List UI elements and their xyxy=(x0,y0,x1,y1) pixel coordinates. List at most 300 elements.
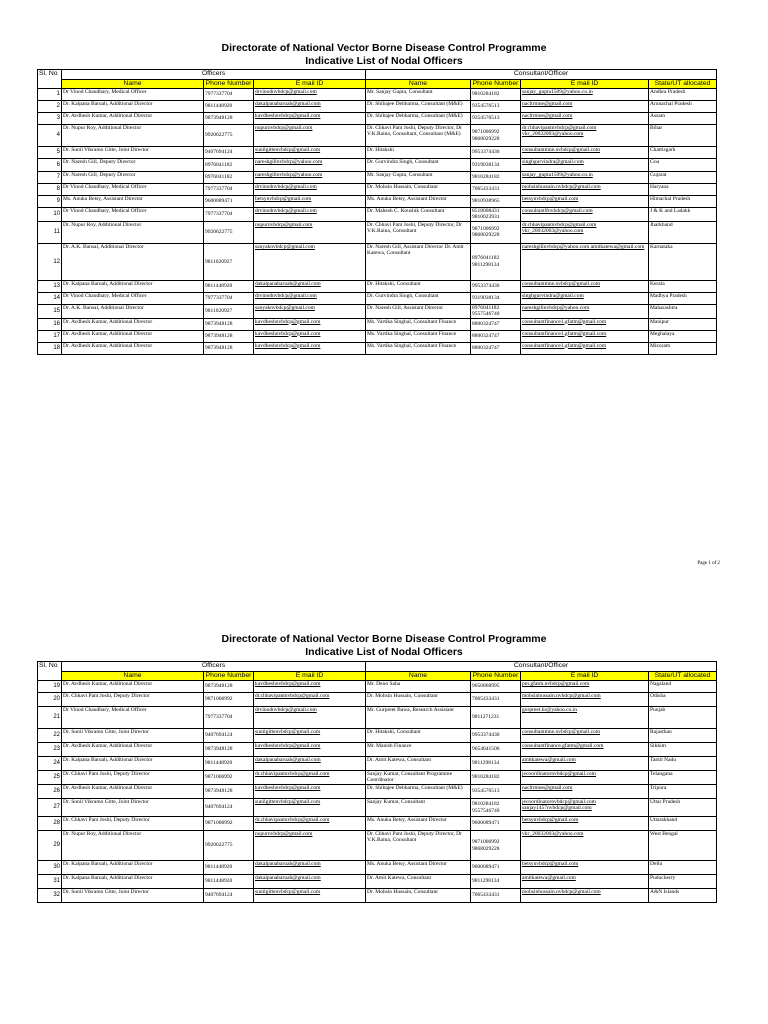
officer-name: Dr. Kalpana Baruah, Additional Director xyxy=(62,280,204,292)
sl-number: 24 xyxy=(38,757,62,771)
consultant-phone: 9600089471 xyxy=(471,861,521,875)
consultant-phone: 9953374436 xyxy=(471,729,521,743)
officer-email[interactable]: nareshgillnvbdcp@yahoo.com xyxy=(254,172,366,184)
consultant-email[interactable]: singhgurvindra@gmail.com xyxy=(521,292,649,304)
officer-phone: 9873948128 xyxy=(204,681,254,693)
table-row xyxy=(38,743,717,757)
state-allocated: Punjab xyxy=(649,707,717,729)
officer-email[interactable]: dakalpanabaruah@gmail.com xyxy=(254,280,366,292)
sl-number: 21 xyxy=(38,707,62,729)
consultant-email[interactable]: nacltrmne@gmail.com xyxy=(521,101,649,113)
sl-number: 30 xyxy=(38,861,62,875)
consultant-email[interactable]: consultantfinance1.gfatm@gmail.com xyxy=(521,342,649,354)
consultant-group-header: Consultant/Officer xyxy=(366,662,717,672)
sl-number: 23 xyxy=(38,743,62,757)
consultant-name: Dr. Mohsin Hussain, Consultant xyxy=(366,693,471,707)
officer-email[interactable]: kavdheshnvbdcp@gmail.com xyxy=(254,330,366,342)
state-allocated: Nagaland xyxy=(649,681,717,693)
officer-phone: 9873948128 xyxy=(204,342,254,354)
consultant-email[interactable]: mohsinhussain.nvbdcp@gmail.com xyxy=(521,693,649,707)
state-allocated: Maharashtra xyxy=(649,304,717,318)
consultant-phone: 7065433431 xyxy=(471,184,521,196)
state-allocated: Delhi xyxy=(649,861,717,875)
state-allocated: Jharkhand xyxy=(649,221,717,243)
officer-email[interactable]: dr.chhavipantnvbdcp@gmail.com xyxy=(254,817,366,831)
consultant-name: Dr. Amit Katewa, Consultant xyxy=(366,875,471,889)
sl-number: 5 xyxy=(38,147,62,159)
table-row xyxy=(38,799,717,817)
consultant-name: Mr. Sanjay Gupta, Consultant xyxy=(366,172,471,184)
officer-email[interactable]: kavdheshnvbdcp@gmail.com xyxy=(254,113,366,125)
title-line-2: Indicative List of Nodal Officers xyxy=(305,646,463,658)
consultant-name: Dr. Chhavi Pant Joshi, Deputy Director, Dr V.K.Raina, Consultant, Consultant (M&E) xyxy=(366,125,471,147)
consultant-group-header: Consultant/Officer xyxy=(366,70,717,80)
consultant-phone: 9811298134 xyxy=(471,875,521,889)
name-header: Name xyxy=(62,671,204,681)
officer-name: Dr. Avdhesh Kumar, Additional Director xyxy=(62,743,204,757)
table-row xyxy=(38,757,717,771)
state-allocated: Goa xyxy=(649,159,717,172)
officer-name: Dr. Chhavi Pant Joshi, Deputy Director xyxy=(62,693,204,707)
consultant-email[interactable]: jecoordinatornvbdcp@gmail.com sanjay1457nvbdcp@gmail.com xyxy=(521,799,649,817)
consultant-email[interactable]: consultantmne.nvbdcp@gmail.com xyxy=(521,147,649,159)
table-row xyxy=(38,208,717,222)
sl-number: 26 xyxy=(38,785,62,799)
table-row xyxy=(38,221,717,243)
consultant-name: Dr. Chhavi Pant Joshi, Deputy Director, Dr V.K.Raina, Consultant xyxy=(366,831,471,861)
sl-number: 9 xyxy=(38,196,62,208)
officer-phone: 9871006992 xyxy=(204,817,254,831)
sl-number: 22 xyxy=(38,729,62,743)
officer-name: Dr. Nupur Roy, Additional Director xyxy=(62,221,204,243)
consultant-email[interactable]: consultantfinance1.gfatm@gmail.com xyxy=(521,330,649,342)
page-number: Page 1 of 2 xyxy=(697,561,720,566)
officer-phone: 9407694124 xyxy=(204,729,254,743)
officer-name: Dr. Avdhesh Kumar, Additional Director xyxy=(62,318,204,330)
consultant-name: Mr. Sanjay Gupta, Consultant xyxy=(366,89,471,101)
officer-email[interactable]: dakalpanabaruah@gmail.com xyxy=(254,861,366,875)
consultant-name: Dr. Mahesh C. Koushik Consultant xyxy=(366,208,471,222)
officers-group-header: Officers xyxy=(62,662,366,672)
officer-email[interactable]: sunilgittenvbdcp@gmail.com xyxy=(254,889,366,903)
officer-name: Dr. A.K. Bansal, Additional Director xyxy=(62,243,204,280)
state-header: State/UT allocated xyxy=(649,671,717,681)
state-allocated: Mizoram xyxy=(649,342,717,354)
officer-email[interactable]: kavdheshnvbdcp@gmail.com xyxy=(254,681,366,693)
officer-name: Dr. Kalpana Baruah, Additional Director xyxy=(62,101,204,113)
table-row xyxy=(38,875,717,889)
consultant-email[interactable]: consultantfinance.gfatm@gmail.com xyxy=(521,743,649,757)
state-allocated: Sikkim xyxy=(649,743,717,757)
sl-number: 12 xyxy=(38,243,62,280)
officer-email[interactable]: sunilgittenvbdcp@gmail.com xyxy=(254,147,366,159)
phone-header: Phone Number xyxy=(204,79,254,89)
officer-name: Dr. Sunil Vikramo Gitte, Joint Director xyxy=(62,147,204,159)
sl-no-header: Sl. No xyxy=(38,662,62,681)
consultant-phone-header: Phone Number xyxy=(471,671,521,681)
consultant-email[interactable]: vkr_20032003@yahoo.com xyxy=(521,831,649,861)
state-allocated: Uttarakhand xyxy=(649,817,717,831)
officer-name: Ms. Anuka Betsy, Assistant Director xyxy=(62,196,204,208)
table-row xyxy=(38,125,717,147)
officer-phone: 9811020927 xyxy=(204,304,254,318)
state-allocated: Telangana xyxy=(649,771,717,785)
consultant-name: Ms. Anuka Betsy, Assistant Director xyxy=(366,861,471,875)
officer-phone: 9811448920 xyxy=(204,280,254,292)
consultant-email[interactable]: consultantlfnvbdcp@gmail.com xyxy=(521,208,649,222)
officer-email[interactable]: kavdheshnvbdcp@gmail.com xyxy=(254,318,366,330)
officer-name: Dr. Sunil Vikramo Gitte, Joint Director xyxy=(62,799,204,817)
officer-phone: 9407694124 xyxy=(204,147,254,159)
officer-email[interactable]: nupurnvbdcp@gmail.com xyxy=(254,125,366,147)
sl-number: 6 xyxy=(38,159,62,172)
consultant-name-header: Name xyxy=(366,671,471,681)
table-row xyxy=(38,817,717,831)
sl-number: 1 xyxy=(38,89,62,101)
table-row xyxy=(38,172,717,184)
consultant-phone: 9953374436 xyxy=(471,280,521,292)
officer-phone: 9600089471 xyxy=(204,196,254,208)
consultant-name: Mr. Manish Finance xyxy=(366,743,471,757)
table-row xyxy=(38,729,717,743)
sl-number: 18 xyxy=(38,342,62,354)
consultant-name: Dr. Hitakshi, Consultant xyxy=(366,280,471,292)
officer-name: Dr Vinod Chaudhary, Medical Officer xyxy=(62,707,204,729)
consultant-email[interactable]: betsynvbdcp@gmail.com xyxy=(521,861,649,875)
table-row xyxy=(38,831,717,861)
consultant-name: Dr. Chhavi Pant Joshi, Deputy Director, Dr V.K.Raina, Consultant xyxy=(366,221,471,243)
sl-number: 19 xyxy=(38,681,62,693)
officer-phone: 9811020927 xyxy=(204,243,254,280)
officer-email[interactable]: drvinodnvbdcp@gmail.com xyxy=(254,292,366,304)
document-title-2 xyxy=(0,633,768,659)
officer-phone: 7977337704 xyxy=(204,292,254,304)
consultant-name: Ms. Anuka Betsy, Assistant Director xyxy=(366,817,471,831)
officer-phone: 9920622775 xyxy=(204,831,254,861)
officer-phone: 9920622775 xyxy=(204,221,254,243)
consultant-phone: 9871006992 9868029228 xyxy=(471,221,521,243)
consultant-email[interactable]: nacltrmne@gmail.com xyxy=(521,113,649,125)
title-line-1: Directorate of National Vector Borne Disease Control Programme xyxy=(221,42,547,54)
officer-name: Dr. Kalpana Baruah, Additional Director xyxy=(62,861,204,875)
consultant-email[interactable]: sanjay_gupta1509@yahoo.co.in xyxy=(521,172,649,184)
officer-phone: 9811448920 xyxy=(204,757,254,771)
consultant-name: Ms. Anuka Betsy, Assistant Director xyxy=(366,196,471,208)
consultant-phone: 9810284182 xyxy=(471,771,521,785)
consultant-email[interactable]: singhgurvindra@gmail.com xyxy=(521,159,649,172)
state-allocated: West Bengal xyxy=(649,831,717,861)
consultant-name: Ms. Vartika Singhal, Consultant Finance xyxy=(366,330,471,342)
consultant-phone: 9811271231 xyxy=(471,707,521,729)
state-allocated: Andhra Pradesh xyxy=(649,89,717,101)
officer-phone: 9873948128 xyxy=(204,330,254,342)
name-header: Name xyxy=(62,79,204,89)
table-body-2 xyxy=(38,681,717,903)
consultant-name: Dr. Hitakshi xyxy=(366,147,471,159)
consultant-name: Dr. Naresh Gill, Assistant Director xyxy=(366,304,471,318)
state-allocated: A&N Islands xyxy=(649,889,717,903)
consultant-name: Ms. Vartika Singhal, Consultant Finance xyxy=(366,318,471,330)
title-line-1: Directorate of National Vector Borne Disease Control Programme xyxy=(221,633,547,645)
consultant-email[interactable]: nareshgillnvbdcp@yahoo.com xyxy=(521,304,649,318)
consultant-email[interactable]: betsynvbdcp@gmail.com xyxy=(521,196,649,208)
state-allocated: Assam xyxy=(649,113,717,125)
state-allocated: Tripura xyxy=(649,785,717,799)
consultant-name: Dr. Shibajee Debbarma, Consultant (M&E) xyxy=(366,785,471,799)
consultant-name: Dr. Gurvindra Singh, Consultant xyxy=(366,159,471,172)
consultant-name: Dr. Naresh Gill, Assistant Director Dr. Amit Katewa, Consultant xyxy=(366,243,471,280)
state-allocated: Puducherry xyxy=(649,875,717,889)
state-header: State/UT allocated xyxy=(649,79,717,89)
consultant-phone: 7065433431 xyxy=(471,693,521,707)
sl-number: 16 xyxy=(38,318,62,330)
consultant-phone: 9810284182 9557546740 xyxy=(471,799,521,817)
officer-email[interactable]: sunilgittenvbdcp@gmail.com xyxy=(254,799,366,817)
officer-phone: 7977337704 xyxy=(204,89,254,101)
officer-name: Dr. Naresh Gill, Deputy Director xyxy=(62,159,204,172)
state-allocated: Manipur xyxy=(649,318,717,330)
state-allocated: Gujarat xyxy=(649,172,717,184)
officer-phone: 7977337704 xyxy=(204,208,254,222)
table-row xyxy=(38,785,717,799)
table-row xyxy=(38,113,717,125)
sl-number: 20 xyxy=(38,693,62,707)
officer-email[interactable]: dakalpanabaruah@gmail.com xyxy=(254,757,366,771)
officer-name: Dr. Nupur Roy, Additional Director xyxy=(62,125,204,147)
consultant-email-header: E mail ID xyxy=(521,671,649,681)
consultant-phone: 8800324747 xyxy=(471,342,521,354)
officer-phone: 9873948128 xyxy=(204,743,254,757)
table-row xyxy=(38,147,717,159)
consultant-phone: 9810284182 xyxy=(471,172,521,184)
officer-name: Dr Vinod Chaudhary, Medical Officer xyxy=(62,208,204,222)
consultant-email[interactable]: sanjay_gupta1509@yahoo.co.in xyxy=(521,89,649,101)
consultant-phone: 7065433431 xyxy=(471,889,521,903)
consultant-phone: 9953374436 xyxy=(471,147,521,159)
officer-email[interactable]: dr.chhavipantnvbdcp@gmail.com xyxy=(254,693,366,707)
officers-group-header: Officers xyxy=(62,70,366,80)
email-header: E mail ID xyxy=(254,79,366,89)
consultant-email[interactable]: consultantfinance1.gfatm@gmail.com xyxy=(521,318,649,330)
officer-name: Dr Vinod Chaudhary, Medical Officer xyxy=(62,184,204,196)
sl-number: 25 xyxy=(38,771,62,785)
consultant-phone: 8800324747 xyxy=(471,318,521,330)
officer-phone: 7977337704 xyxy=(204,707,254,729)
consultant-email[interactable]: betsynvbdcp@gmail.com xyxy=(521,817,649,831)
state-allocated: Haryana xyxy=(649,184,717,196)
consultant-email[interactable]: dr.chhavipantnvbdcp@gmail.com vkr_20032003@yahoo.com xyxy=(521,125,649,147)
consultant-name: Mr. Gurpreet Bawa, Research Assistant xyxy=(366,707,471,729)
consultant-phone: 9354576513 xyxy=(471,785,521,799)
phone-header: Phone Number xyxy=(204,671,254,681)
state-allocated: Uttar Pradesh xyxy=(649,799,717,817)
officer-email[interactable]: nareshgillnvbdcp@yahoo.com xyxy=(254,159,366,172)
officer-email[interactable]: sanyaknvbdcp@gmail.com xyxy=(254,243,366,280)
officer-phone: 9871006992 xyxy=(204,693,254,707)
table-row xyxy=(38,304,717,318)
officer-name: Dr. Avdhesh Kumar, Additional Director xyxy=(62,342,204,354)
sl-number: 8 xyxy=(38,184,62,196)
consultant-email[interactable]: nacltrmne@gmail.com xyxy=(521,785,649,799)
table-row xyxy=(38,292,717,304)
consultant-phone: 9354576513 xyxy=(471,113,521,125)
officer-email[interactable]: sanyaknvbdcp@gmail.com xyxy=(254,304,366,318)
consultant-phone: 9871006992 9868029228 xyxy=(471,125,521,147)
state-allocated: Kerala xyxy=(649,280,717,292)
consultant-name: Dr. Shibajee Debbarma, Consultant (M&E) xyxy=(366,113,471,125)
sl-number: 3 xyxy=(38,113,62,125)
officer-name: Dr. Naresh Gill, Deputy Director xyxy=(62,172,204,184)
consultant-email[interactable]: amitkatewa@gmail.com xyxy=(521,757,649,771)
officer-email[interactable]: drvinodnvbdcp@gmail.com xyxy=(254,208,366,222)
officer-phone: 8976041182 xyxy=(204,172,254,184)
table-row xyxy=(38,280,717,292)
officer-name: Dr. Nupur Roy, Additional Director xyxy=(62,831,204,861)
consultant-phone: 9810938965 xyxy=(471,196,521,208)
table-row xyxy=(38,159,717,172)
consultant-name: Dr. Gurvindra Singh, Consultant xyxy=(366,292,471,304)
table-row xyxy=(38,196,717,208)
officer-name: Dr. Avdhesh Kumar, Additional Director xyxy=(62,113,204,125)
table-row xyxy=(38,681,717,693)
officer-email[interactable]: drvinodnvbdcp@gmail.com xyxy=(254,89,366,101)
table-row xyxy=(38,184,717,196)
consultant-email-header: E mail ID xyxy=(521,79,649,89)
table-row xyxy=(38,707,717,729)
sl-number: 13 xyxy=(38,280,62,292)
table-row xyxy=(38,318,717,330)
sl-number: 14 xyxy=(38,292,62,304)
consultant-phone: 9654641506 xyxy=(471,743,521,757)
table-row xyxy=(38,89,717,101)
consultant-name-header: Name xyxy=(366,79,471,89)
consultant-email[interactable]: mohsinhussain.nvbdcp@gmail.com xyxy=(521,184,649,196)
officer-name: Dr. Avdhesh Kumar, Additional Director xyxy=(62,785,204,799)
officer-email[interactable]: kavdheshnvbdcp@gmail.com xyxy=(254,785,366,799)
table-row xyxy=(38,861,717,875)
state-allocated: Odisha xyxy=(649,693,717,707)
officer-name: Dr. Avdhesh Kumar, Additional Director xyxy=(62,681,204,693)
table-row xyxy=(38,771,717,785)
state-allocated: Chattisgarh xyxy=(649,147,717,159)
title-line-2: Indicative List of Nodal Officers xyxy=(305,55,463,67)
consultant-phone: 9319038134 xyxy=(471,159,521,172)
consultant-phone: 8976041182 9557546740 xyxy=(471,304,521,318)
officer-email[interactable]: nupurnvbdcp@gmail.com xyxy=(254,831,366,861)
nodal-officers-table-1 xyxy=(37,69,717,355)
sl-number: 32 xyxy=(38,889,62,903)
officer-phone: 9407694124 xyxy=(204,889,254,903)
officer-name: Dr. Chhavi Pant Joshi, Deputy Director xyxy=(62,771,204,785)
sl-number: 27 xyxy=(38,799,62,817)
officer-name: Dr Vinod Chaudhary, Medical Officer xyxy=(62,89,204,101)
sl-number: 11 xyxy=(38,221,62,243)
officer-name: Dr. Kalpana Baruah, Additional Director xyxy=(62,875,204,889)
consultant-phone: 9871006992 9868029228 xyxy=(471,831,521,861)
consultant-phone: 8976041182 9811298134 xyxy=(471,243,521,280)
officer-phone: 9871006992 xyxy=(204,771,254,785)
officer-name: Dr. Chhavi Pant Joshi, Deputy Director xyxy=(62,817,204,831)
consultant-name: Sanjay Kumar, Consultant Programme Coordinator xyxy=(366,771,471,785)
state-allocated: Bihar xyxy=(649,125,717,147)
consultant-phone: 8518008431 9810023931 xyxy=(471,208,521,222)
consultant-email[interactable]: gurpreet.hr@yahoo.co.in xyxy=(521,707,649,729)
state-allocated: Meghalaya xyxy=(649,330,717,342)
state-allocated: Tamil Nadu xyxy=(649,757,717,771)
officer-phone: 9873948128 xyxy=(204,318,254,330)
consultant-email[interactable]: consultantmne.nvbdcp@gmail.com xyxy=(521,280,649,292)
officer-email[interactable]: dakalpanabaruah@gmail.com xyxy=(254,101,366,113)
state-allocated: Arunachal Pradesh xyxy=(649,101,717,113)
consultant-email[interactable]: mohsinhussain.nvbdcp@gmail.com xyxy=(521,889,649,903)
officer-phone: 9873948128 xyxy=(204,113,254,125)
officer-email[interactable]: betsynvbdcp@gmail.com xyxy=(254,196,366,208)
officer-email[interactable]: dr.chhavipantnvbdcp@gmail.com xyxy=(254,771,366,785)
document-title xyxy=(0,42,768,68)
sl-number: 17 xyxy=(38,330,62,342)
sl-number: 15 xyxy=(38,304,62,318)
email-header: E mail ID xyxy=(254,671,366,681)
consultant-email[interactable]: pm.gfatm.nvbdcp@gmail.com xyxy=(521,681,649,693)
officer-name: Dr. Kalpana Baruah, Additional Director xyxy=(62,757,204,771)
officer-phone: 8976041182 xyxy=(204,159,254,172)
consultant-phone: 9650868995 xyxy=(471,681,521,693)
sl-number: 28 xyxy=(38,817,62,831)
consultant-name: Mr. Deoo Saha xyxy=(366,681,471,693)
officer-email[interactable]: kavdheshnvbdcp@gmail.com xyxy=(254,342,366,354)
sl-number: 2 xyxy=(38,101,62,113)
consultant-email[interactable]: amitkatewa@gmail.com xyxy=(521,875,649,889)
state-allocated: Rajasthan xyxy=(649,729,717,743)
table-row xyxy=(38,243,717,280)
consultant-name: Dr. Hitakshi, Consultant xyxy=(366,729,471,743)
state-allocated: Madhya Pradesh xyxy=(649,292,717,304)
officer-email[interactable]: nupurnvbdcp@gmail.com xyxy=(254,221,366,243)
consultant-name: Dr. Shibajee Debbarma, Consultant (M&E) xyxy=(366,101,471,113)
consultant-email[interactable]: nareshgillnvbdcp@yahoo.com amitkatewa@gmail.com xyxy=(521,243,649,280)
table-row xyxy=(38,889,717,903)
state-allocated: J & K and Ladakh xyxy=(649,208,717,222)
table-row xyxy=(38,101,717,113)
officer-phone: 9811448920 xyxy=(204,861,254,875)
officer-email[interactable]: kavdheshnvbdcp@gmail.com xyxy=(254,743,366,757)
officer-email[interactable]: drvinodnvbdcp@gmail.com xyxy=(254,184,366,196)
consultant-name: Dr. Amit Katewa, Consultant xyxy=(366,757,471,771)
officer-email[interactable]: dakalpanabaruah@gmail.com xyxy=(254,875,366,889)
officer-name: Dr Vinod Chaudhary, Medical Officer xyxy=(62,292,204,304)
officer-phone: 9407694124 xyxy=(204,799,254,817)
state-allocated: Karnataka xyxy=(649,243,717,280)
sl-number: 31 xyxy=(38,875,62,889)
state-allocated: Himachal Pradesh xyxy=(649,196,717,208)
sl-number: 4 xyxy=(38,125,62,147)
consultant-name: Dr. Mohsin Hussain, Consultant xyxy=(366,184,471,196)
consultant-name: Sanjay Kumar, Consultant xyxy=(366,799,471,817)
sl-number: 7 xyxy=(38,172,62,184)
officer-email[interactable]: drvinodnvbdcp@gmail.com xyxy=(254,707,366,729)
consultant-phone: 9319038134 xyxy=(471,292,521,304)
officer-name: Dr. Sunil Vikramo Gitte, Joint Director xyxy=(62,729,204,743)
consultant-phone: 8800324747 xyxy=(471,330,521,342)
officer-email[interactable]: sunilgittenvbdcp@gmail.com xyxy=(254,729,366,743)
consultant-phone: 9811298134 xyxy=(471,757,521,771)
officer-name: Dr. Sunil Vikramo Gitte, Joint Director xyxy=(62,889,204,903)
consultant-email[interactable]: jecoordinatornvbdcp@gmail.com xyxy=(521,771,649,785)
consultant-email[interactable]: dr.chhavipantnvbdcp@gmail.com vkr_20032003@yahoo.com xyxy=(521,221,649,243)
officer-name: Dr. A.K. Bansal, Additional Director xyxy=(62,304,204,318)
consultant-email[interactable]: consultantmne.nvbdcp@gmail.com xyxy=(521,729,649,743)
consultant-name: Ms. Vartika Singhal, Consultant Finance xyxy=(366,342,471,354)
